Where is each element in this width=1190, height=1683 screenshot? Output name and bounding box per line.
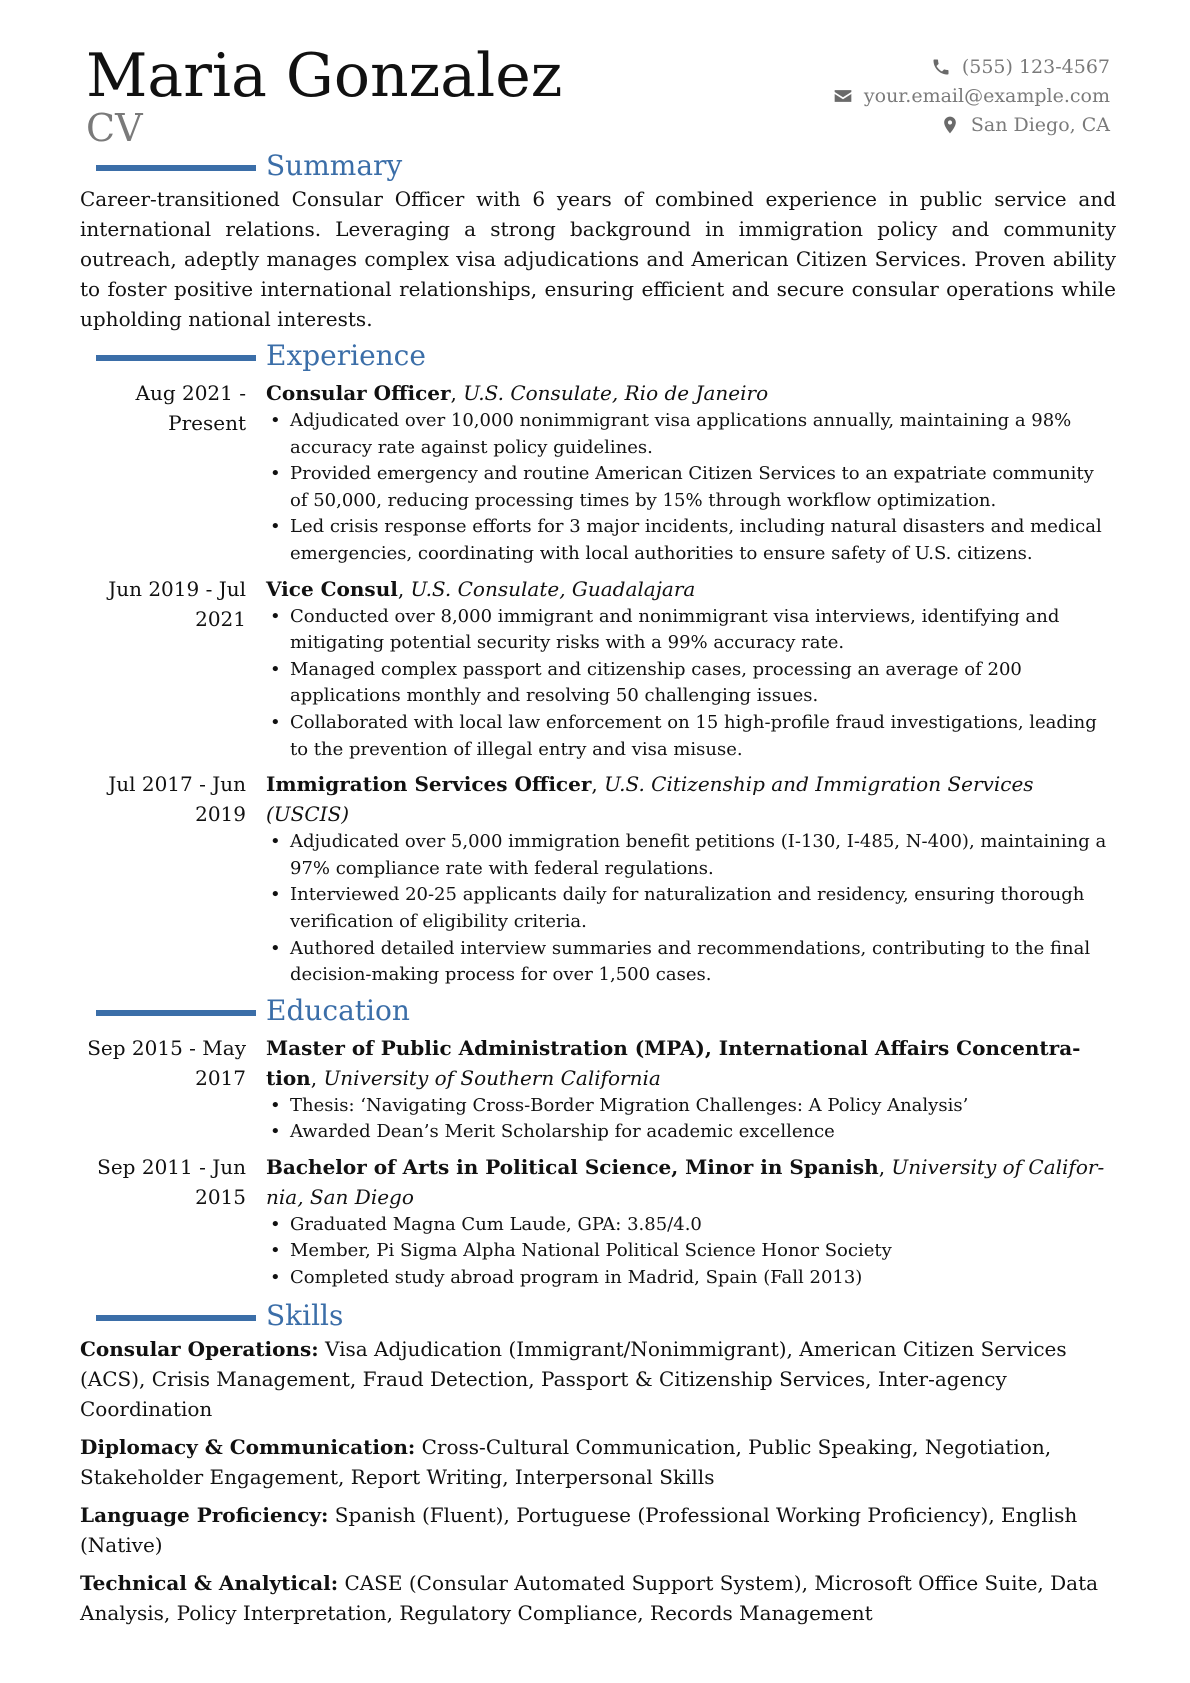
skill-label: Technical & Analytical:: [80, 1570, 339, 1595]
document-type: CV: [86, 106, 143, 150]
skill-group: [80, 1568, 1116, 1628]
skill-label: Language Proficiency:: [80, 1502, 329, 1527]
experience-entry: [86, 378, 1110, 568]
person-name: Maria Gonzalez: [86, 41, 563, 111]
degree: Master of Public Administration (MPA), International Affairs Concentration: [266, 1035, 1081, 1090]
list-item: • Thesis: ‘Navigating Cross-Border Migration Challenges: A Policy Analysis’: [266, 1093, 1110, 1120]
entry-heading: Consular Officer, U.S. Consulate, Rio de Janeiro: [266, 381, 769, 405]
contact-info: [832, 52, 1110, 139]
experience-entry: [86, 574, 1110, 764]
bullet-list: [266, 829, 1110, 989]
location-row: [832, 110, 1110, 139]
school: University of Southern California: [323, 1065, 661, 1090]
entry-dates: Jul 2017 - Jun 2019: [108, 772, 246, 827]
skill-group: [80, 1432, 1116, 1492]
section-title: Education: [266, 993, 410, 1027]
summary-text: Career-transitioned Consular Officer with 6 years of combined experience in public service and international relations. Leveraging a strong background in immigration policy and community outreach, adeptly manages complex visa adjudications and American Citizen Services. Proven ability to foster positive international relationships, ensuring efficient and secure consular operations while upholding national interests.: [80, 187, 1116, 331]
bullet-list: [266, 1212, 1110, 1292]
list-item: • Adjudicated over 5,000 immigration benefit petitions (I-130, I-485, N-400), maintaining a 97% compliance rate with federal regulations.: [266, 829, 1110, 882]
section-title: Experience: [266, 339, 426, 372]
map-pin-icon: [939, 114, 961, 136]
skill-text: Spanish (Fluent), Portuguese (Professional Working Proficiency), English (Native): [80, 1502, 1078, 1557]
skill-label: Consular Operations:: [80, 1336, 319, 1361]
bullet-list: [266, 604, 1110, 764]
education-heading: [86, 993, 1110, 1029]
list-item: • Managed complex passport and citizenship cases, processing an average of 200 applications monthly and resolving 50 challenging issues.: [266, 657, 1110, 710]
bullet-list: [266, 1093, 1110, 1146]
skill-group: [80, 1500, 1116, 1560]
entry-heading: Immigration Services Officer, U.S. Citizenship and Immigration Services (USCIS): [266, 772, 1034, 827]
entry-dates: Sep 2015 - May 2017: [87, 1035, 246, 1090]
section-rule: [96, 165, 256, 171]
email-text: your.email@example.com: [863, 84, 1110, 107]
list-item: • Conducted over 8,000 immigrant and nonimmigrant visa interviews, identifying and mitigating potential security risks with a 99% accuracy rate.: [266, 604, 1110, 657]
entry-heading: Bachelor of Arts in Political Science, Minor in Spanish, University of California, San Diego: [266, 1154, 1105, 1209]
experience-heading: [86, 338, 1110, 374]
list-item: • Adjudicated over 10,000 nonimmigrant visa applications annually, maintaining a 98% accuracy rate against policy guidelines.: [266, 408, 1110, 461]
phone-row[interactable]: [832, 52, 1110, 81]
phone-icon: [930, 56, 952, 78]
list-item: • Awarded Dean’s Merit Scholarship for academic excellence: [266, 1119, 1110, 1146]
entry-dates: Sep 2011 - Jun 2015: [97, 1154, 246, 1209]
section-title: Skills: [266, 1298, 344, 1332]
location-text: San Diego, CA: [970, 113, 1110, 136]
employer: U.S. Consulate, Rio de Janeiro: [463, 381, 769, 405]
section-rule: [96, 355, 256, 361]
skill-group: [80, 1334, 1116, 1424]
list-item: • Collaborated with local law enforcement on 15 high-profile fraud investigations, leading to the prevention of illegal entry and visa misuse.: [266, 710, 1110, 763]
school: University of California, San Diego: [266, 1154, 1105, 1209]
job-title: Consular Officer: [266, 381, 451, 405]
list-item: • Member, Pi Sigma Alpha National Political Science Honor Society: [266, 1238, 1110, 1265]
employer: U.S. Consulate, Guadalajara: [410, 576, 696, 601]
employer: U.S. Citizenship and Immigration Services (USCIS): [266, 772, 1034, 827]
email-row[interactable]: [832, 81, 1110, 110]
job-title: Immigration Services Officer: [266, 772, 592, 797]
entry-heading: Master of Public Administration (MPA), International Affairs Concentration, University of Southern California: [266, 1035, 1081, 1090]
list-item: • Completed study abroad program in Madrid, Spain (Fall 2013): [266, 1265, 1110, 1292]
phone-text: (555) 123-4567: [961, 55, 1110, 78]
skill-text: Visa Adjudication (Immigrant/Nonimmigrant), American Citizen Services (ACS), Crisis Management, Fraud Detection, Passport & Citizenship Services, Inter-agency Coordination: [80, 1336, 1067, 1421]
header: [86, 40, 1110, 148]
entry-dates: Jun 2019 - Jul 2021: [108, 576, 246, 631]
section-rule: [96, 1010, 256, 1016]
section-rule: [96, 1315, 256, 1321]
resume-page: [80, 40, 1116, 1628]
education-entry: [86, 1033, 1110, 1146]
job-title: Vice Consul: [266, 576, 398, 601]
entry-dates: Aug 2021 - Present: [135, 381, 246, 435]
skill-text: Cross-Cultural Communication, Public Speaking, Negotiation, Stakeholder Engagement, Report Writing, Interpersonal Skills: [80, 1434, 1052, 1489]
education-entry: [86, 1152, 1110, 1292]
list-item: • Authored detailed interview summaries and recommendations, contributing to the final decision-making process for over 1,500 cases.: [266, 936, 1110, 989]
degree: Bachelor of Arts in Political Science, Minor in Spanish: [266, 1154, 879, 1179]
skills-heading: [86, 1298, 1110, 1334]
list-item: • Led crisis response efforts for 3 major incidents, including natural disasters and medical emergencies, coordinating with local authorities to ensure safety of U.S. citizens.: [266, 514, 1110, 567]
list-item: • Provided emergency and routine American Citizen Services to an expatriate community of 50,000, reducing processing times by 15% through workflow optimization.: [266, 461, 1110, 514]
summary-heading: [86, 148, 1110, 184]
skill-label: Diplomacy & Communication:: [80, 1434, 416, 1459]
bullet-list: [266, 408, 1110, 568]
entry-heading: Vice Consul, U.S. Consulate, Guadalajara: [266, 576, 696, 601]
skill-text: CASE (Consular Automated Support System), Microsoft Office Suite, Data Analysis, Policy Interpretation, Regulatory Compliance, Records Management: [80, 1570, 1099, 1625]
experience-entry: [86, 769, 1110, 989]
envelope-icon: [832, 85, 854, 107]
section-title: Summary: [266, 149, 403, 182]
list-item: • Graduated Magna Cum Laude, GPA: 3.85/4.0: [266, 1212, 1110, 1239]
skills-list: [80, 1334, 1116, 1628]
list-item: • Interviewed 20-25 applicants daily for naturalization and residency, ensuring thorough verification of eligibility criteria.: [266, 882, 1110, 935]
